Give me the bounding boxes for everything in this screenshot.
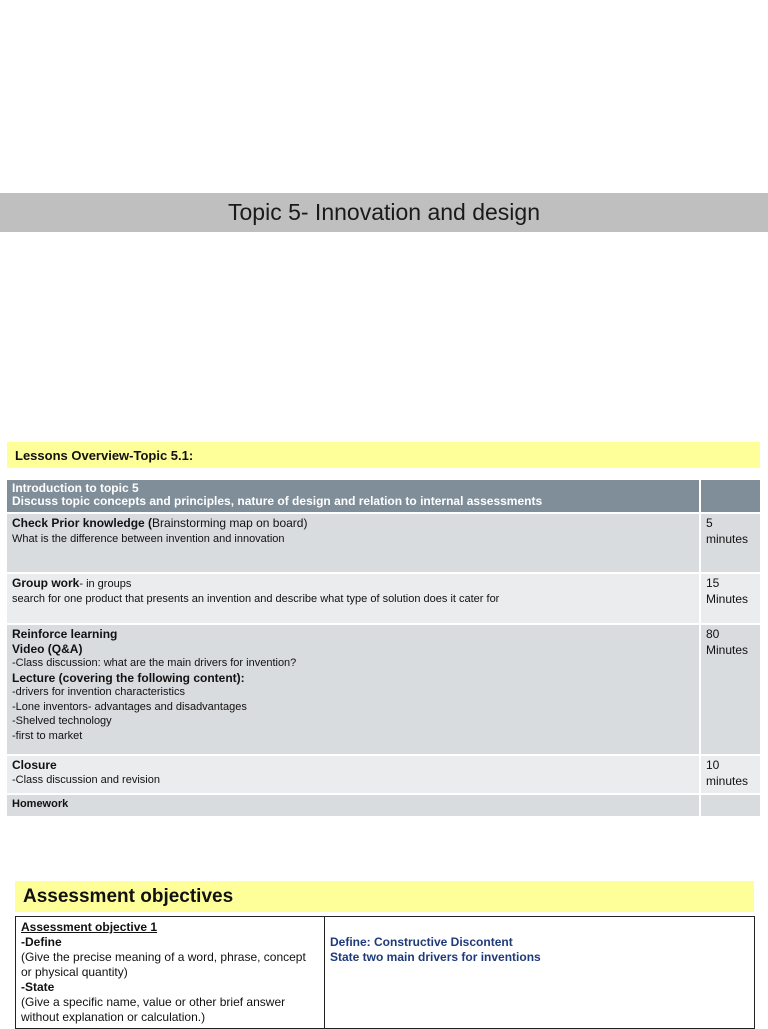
activity-cell (7, 573, 700, 624)
row-line: What is the difference between invention and innovation (12, 532, 285, 545)
objective-title: Assessment objective 1 (21, 920, 158, 934)
table-row (7, 755, 760, 794)
task-line: State two main drivers for inventions (330, 950, 541, 964)
time-cell (700, 624, 760, 755)
row-line: -Class discussion and revision (12, 773, 160, 786)
assessment-table (15, 916, 755, 1029)
time-cell (700, 755, 760, 794)
row-heading: Closure (12, 758, 57, 772)
row-heading-rest: Brainstorming map on board) (152, 516, 308, 530)
row-heading-rest: - in groups (79, 578, 132, 590)
state-text: (Give a specific name, value or other brief answer without explanation or calculation.) (21, 995, 286, 1024)
intro-cell (7, 479, 700, 513)
lessons-table (7, 478, 760, 816)
table-row (16, 917, 755, 1029)
define-text: (Give the precise meaning of a word, phrase, concept or physical quantity) (21, 950, 306, 979)
row-heading: Check Prior knowledge ( (12, 516, 153, 530)
define-label: -Define (21, 935, 62, 949)
intro-line-1: Introduction to topic 5 (12, 481, 139, 495)
intro-line-2: Discuss topic concepts and principles, nature of design and relation to internal assessments (12, 494, 543, 508)
time-unit: minutes (706, 531, 749, 546)
table-row (7, 573, 760, 624)
row-heading: Reinforce learning (12, 627, 118, 641)
activity-cell (7, 755, 700, 794)
time-unit: Minutes (706, 642, 749, 657)
table-row (7, 794, 760, 816)
time-cell (700, 573, 760, 624)
time-cell (700, 794, 760, 816)
row-line: -Class discussion: what are the main drivers for invention? (12, 657, 297, 669)
row-line: search for one product that presents an invention and describe what type of solution does it cater for (12, 592, 500, 605)
time-unit: Minutes (706, 591, 749, 606)
row-heading: Homework (12, 798, 69, 810)
time-unit: minutes (706, 773, 749, 788)
intro-time-cell (700, 479, 760, 513)
row-line: -Lone inventors- advantages and disadvantages (12, 700, 247, 713)
table-row-intro (7, 479, 760, 513)
time-value: 10 (706, 758, 720, 772)
time-value: 15 (706, 576, 720, 590)
row-line: -drivers for invention characteristics (12, 686, 186, 698)
task-line: Define: Constructive Discontent (330, 935, 513, 949)
page-title: Topic 5- Innovation and design (0, 193, 768, 232)
objective-cell (16, 917, 325, 1029)
lessons-overview-header: Lessons Overview-Topic 5.1: (7, 442, 760, 468)
time-value: 80 (706, 627, 720, 641)
activity-cell (7, 624, 700, 755)
row-heading: Group work (12, 576, 80, 590)
table-row (7, 513, 760, 573)
row-subheading: Video (Q&A) (12, 641, 83, 656)
assessment-objectives-header: Assessment objectives (15, 881, 754, 912)
time-value: 5 (706, 516, 713, 530)
task-cell (325, 917, 755, 1029)
row-subheading: Lecture (covering the following content): (12, 670, 245, 685)
activity-cell (7, 513, 700, 573)
table-row (7, 624, 760, 755)
time-cell (700, 513, 760, 573)
row-line: -Shelved technology (12, 715, 112, 727)
state-label: -State (21, 980, 55, 994)
row-line: -first to market (12, 729, 83, 742)
activity-cell (7, 794, 700, 816)
